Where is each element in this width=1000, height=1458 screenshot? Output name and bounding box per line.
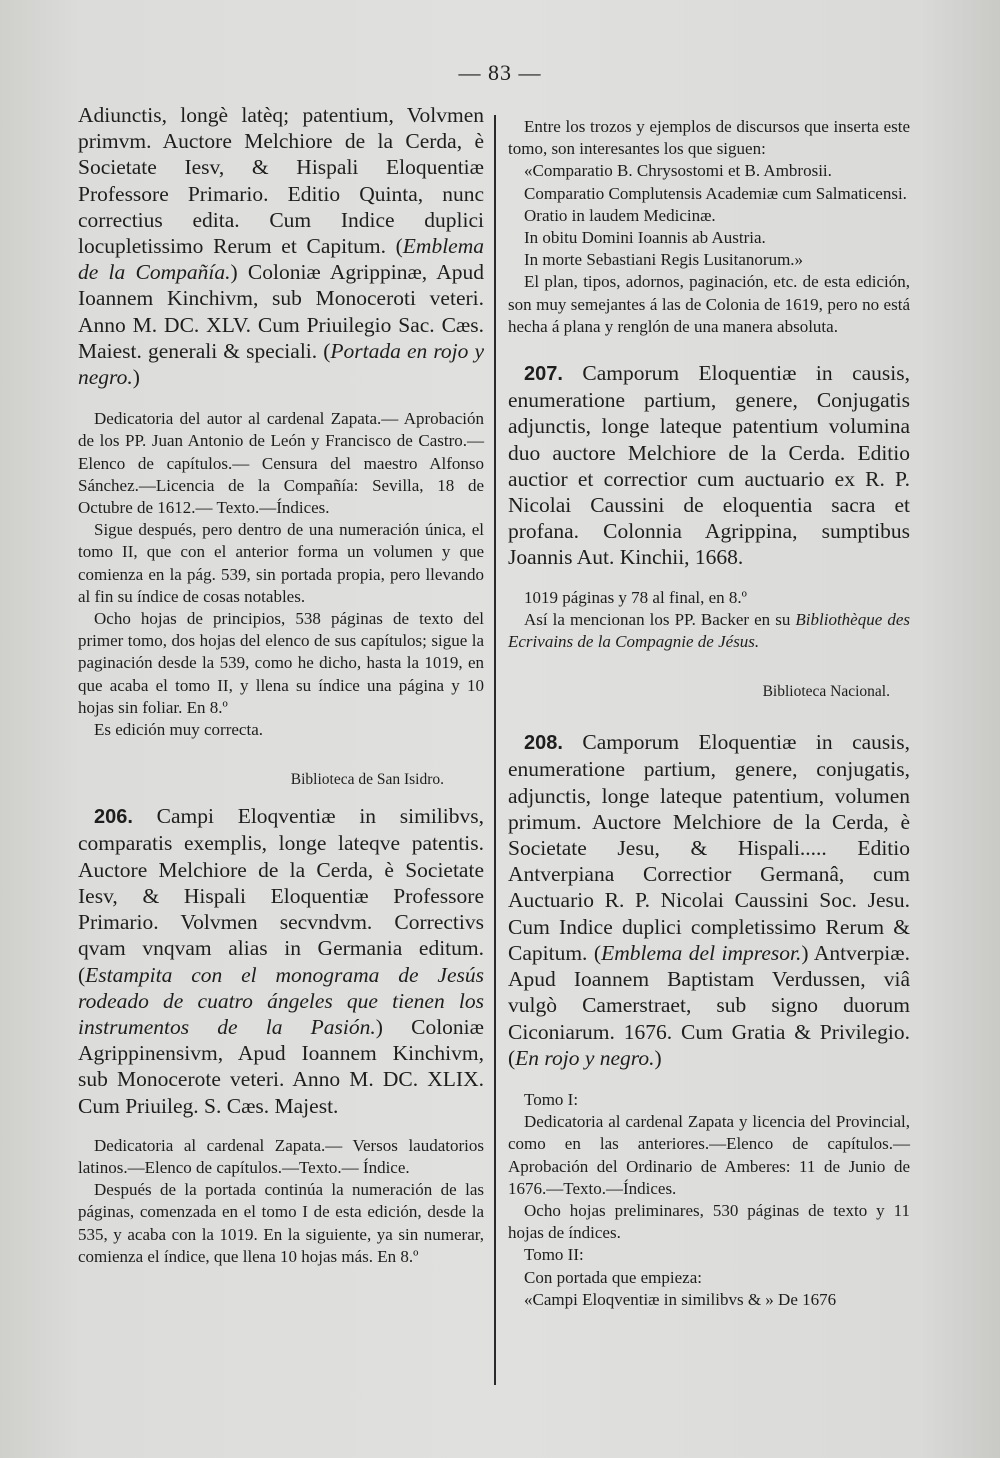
edition-note: Es edición muy correcta. [94, 720, 263, 740]
entry-206: 206. Campi Eloqventiæ in similibvs, comparatis exemplis, longe lateqve patentis. Auctore Melchiore de la Cerda, è Societate Iesv, & Hispali Eloquentiæ Professore Primario. Volvmen secvndvm. Correctivs qvam vnqvam alias in Germania editum. (Estampita con el monograma de Jesús rodeado de cuatro ángeles que tienen los instrumentos de la Pasión.) Coloniæ Agrippinensivm, Apud Ioannem Kinchivm, sub Monocerote veteri. Anno M. DC. XLIX. Cum Priuileg. S. Cæs. Majest. [78, 804, 484, 1118]
library-location: Biblioteca Nacional. [762, 683, 890, 701]
entry-number: 208. [524, 732, 563, 755]
entry-208: 208. Camporum Eloquentiæ in causis, enumeratione partium, genere, conjugatis, adjunctis, longe lateque patentium, volumen primum. Auctore Melchiore de la Cerda, è Societate Jesu, & Hispali..... Editio Antverpiana Correctior Germanâ, cum Auctuario R. P. Nicolai Caussini Soc. Jesu. Cum Indice duplici completissimo Rerum & Capitum. (Emblema del impresor.) Antverpiæ. Apud Ioannem Baptistam Verdussen, viâ vulgò Camerstraet, sub signo duorum Ciconiarum. 1676. Cum Gratia & Privilegio. (En rojo y negro.) [508, 730, 910, 1070]
excerpt-item: In obitu Domini Ioannis ab Austria. [524, 228, 766, 248]
excerpt-item: Comparatio Complutensis Academiæ cum Salmaticensi. [524, 183, 907, 203]
pagination-note: Ocho hojas preliminares, 530 páginas de texto y 11 hojas de índices. [508, 1200, 910, 1243]
entry-207: 207. Camporum Eloquentiæ in causis, enumeratione partium, genere, Conjugatis adjunctis, longe lateque patentium voluminа duo auctore Melchiore de la Cerda. Editio auctior et correctior cum auctuario ex R. P. Nicolai Caussini de eloquentia sacra et profana. Colonnia Agrippina, sumptibus Joannis Aut. Kinchii, 1668. [508, 361, 910, 570]
excerpt-item: In morte Sebastiani Regis Lusitanorum.» [524, 250, 804, 270]
contents-note: Dedicatoria al cardenal Zapata.— Versos laudatorios latinos.—Elenco de capítulos.—Texto.— Índice. [78, 1135, 484, 1177]
entry-205-continuation: Adiunctis, longè latèq; patentium, Volvmen primvm. Auctore Melchiore de la Cerda, è Societate Iesv, & Hispali Eloquentiæ Professore Primario. Editio Quinta, nunc correctius edita. Cum Indice duplici locupletissimo Rerum et Capitum. (Emblema de la Compañía.) Coloniæ Agrippinæ, Apud Ioannem Kinchivm, sub Monoceroti veteri. Anno M. DC. XLV. Cum Priuilegio Sac. Cæs. Maiest. generali & speciali. (Portada en rojo y negro.) [78, 103, 485, 390]
excerpt-item: Oratio in laudem Medicinæ. [524, 205, 716, 225]
contents-note: Dedicatoria del autor al cardenal Zapata.— Aprobación de los PP. Juan Antonio de León y Francisco de Castro.—Elenco de capítulos.— Censura del maestro Alfonso Sánchez.—Licencia de la Compañía: Sevilla, 18 de Octubre de 1612.— Texto.—Índices. [78, 409, 484, 518]
library-location: Biblioteca de San Isidro. [290, 771, 444, 789]
pagination-note: 1019 páginas y 78 al final, en 8.º [524, 587, 747, 607]
right-column [508, 102, 910, 1311]
volume-note: Sigue después, pero dentro de una numeración única, el tomo II, que con el anterior forma un volumen y que comienza en la pág. 539, sin portada propia, pero llevando al fin su índice de cosas notables. [78, 520, 484, 606]
page-number: — 83 — [458, 60, 542, 85]
volume-heading: Tomo I: [524, 1089, 579, 1109]
volume-heading: Tomo II: [524, 1245, 584, 1265]
entry-number: 207. [524, 363, 563, 386]
reference-note: Así la mencionan los PP. Backer en su Bibliothèque des Ecrivains de la Compagnie de Jésus. [508, 609, 910, 652]
left-column [78, 102, 484, 1268]
title-excerpt: «Campi Eloqventiæ in similibvs & » De 1676 [524, 1289, 837, 1309]
pagination-note: Después de la portada continúa la numeración de las páginas, comenzada en el tomo I de esta edición, desde la 535, y acaba con la 1019. En la siguiente, ya sin numerar, comienza el índice, que llena 10 hojas más. En 8.º [78, 1180, 484, 1266]
excerpts-intro: Entre los trozos y ejemplos de discursos que inserta este tomo, son interesantes los que siguen: [508, 117, 910, 159]
title-intro: Con portada que empieza: [524, 1267, 702, 1287]
excerpt-item: «Comparatio B. Chrysostomi et B. Ambrosii. [524, 161, 832, 181]
pagination-note: Ocho hojas de principios, 538 páginas de texto del primer tomo, dos hojas del elenco de sus capítulos; sigue la paginación desde la 539, como he dicho, hasta la 1019, en que acaba el tomo II, y llena su índice una página y 10 hojas sin foliar. En 8.º [78, 609, 484, 717]
edition-comparison-note: El plan, tipos, adornos, paginación, etc. de esta edición, son muy semejantes á las de Colonia de 1619, pero no está hecha á plana y renglón de una manera absoluta. [508, 272, 910, 336]
contents-note: Dedicatoria al cardenal Zapata y licencia del Provincial, como en las anteriores.—Elenco de capítulos.—Aprobación del Ordinario de Amberes: 11 de Junio de 1676.—Texto.—Índices. [508, 1112, 910, 1198]
column-divider [494, 115, 496, 1385]
entry-number: 206. [94, 806, 133, 829]
